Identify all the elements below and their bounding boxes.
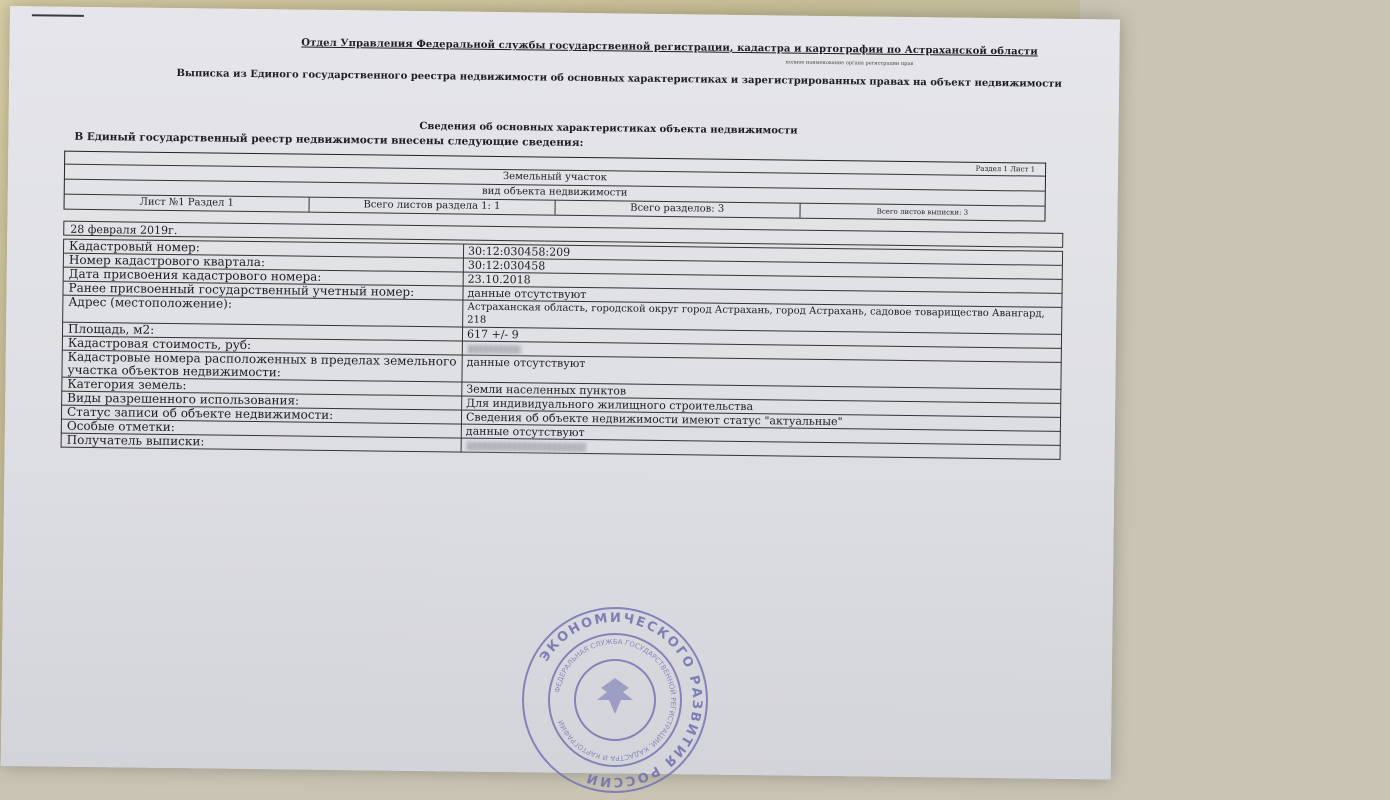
seal-eagle-emblem [597, 678, 633, 714]
row-value: данные отсутствуют [467, 286, 587, 302]
header-grid [64, 151, 1047, 222]
row-label: Номер кадастрового квартала: [64, 254, 464, 272]
lead-text: В Единый государственный реестр недвижимости внесены следующие сведения: [74, 130, 584, 150]
corner-label: Раздел 1 Лист 1 [975, 164, 1036, 174]
document-title: Выписка из Единого государственного реестра недвижимости об основных характеристиках и зарегистрированных правах на объект недвижимости [176, 68, 1062, 90]
row-value: 617 +/- 9 [466, 327, 519, 342]
row-label: Статус записи об объекте недвижимости: [62, 406, 462, 424]
seal-ring-text: ЭКОНОМИЧЕСКОГО РАЗВИТИЯ РОССИИ [537, 610, 705, 790]
row-value: данные отсутствуют [465, 424, 585, 440]
row-label: Кадастровая стоимость, руб: [63, 337, 463, 355]
sheet-number: Лист №1 Раздел 1 [65, 195, 310, 212]
row-label: Категория земель: [62, 378, 462, 396]
row-label: Адрес (местоположение): [63, 296, 463, 327]
row-label: Ранее присвоенный государственный учетный номер: [63, 282, 463, 300]
row-value: 30:12:030458:209 [467, 244, 571, 259]
office-name: Отдел Управления Федеральной службы государственной регистрации, кадастра и картографии по Астраханской области [301, 37, 1038, 58]
total-sheets-extract: Всего листов выписки: 3 [876, 207, 969, 217]
row-label: Кадастровые номера расположенных в пределах земельного участка объектов недвижимости: [62, 351, 462, 382]
total-sheets-section: Всего листов раздела 1: 1 [310, 198, 555, 215]
seal-inner-text: ФЕДЕРАЛЬНАЯ СЛУЖБА ГОСУДАРСТВЕННОЙ РЕГИСТРАЦИИ, КАДАСТРА И КАРТОГРАФИИ [553, 637, 678, 763]
row-label: Дата присвоения кадастрового номера: [64, 268, 464, 286]
row-label: Площадь, м2: [63, 323, 463, 341]
row-value: 30:12:030458 [467, 258, 546, 273]
official-seal-stamp [515, 600, 715, 800]
row-value: Астраханская область, городской округ город Астрахань, город Астрахань, садовое товарищество Авангард, 218 [467, 301, 1045, 326]
row-value: Для индивидуального жилищного строительства [466, 396, 754, 414]
row-value: Земли населенных пунктов [466, 382, 627, 398]
characteristics-table [61, 239, 1063, 460]
row-label: Особые отметки: [62, 420, 462, 438]
total-sections: Всего разделов: 3 [555, 201, 800, 218]
extract-date: 28 февраля 2019г. [63, 221, 1063, 248]
row-label: Кадастровый номер: [64, 240, 464, 258]
row-value: Сведения об объекте недвижимости имеют статус "актуальные" [465, 410, 843, 429]
row-value: данные отсутствуют [466, 355, 586, 371]
redaction-blur [466, 441, 586, 451]
corner-mark [32, 14, 84, 17]
row-label: Виды разрешенного использования: [62, 392, 462, 410]
row-value: 23.10.2018 [467, 272, 531, 287]
section-title: Сведения об основных характеристиках объекта недвижимости [419, 121, 798, 137]
office-caption: полное наименование органа регистрации прав [785, 59, 914, 68]
redaction-blur [467, 344, 521, 354]
object-type: Земельный участок [502, 171, 607, 184]
row-label: Получатель выписки: [62, 434, 462, 452]
object-kind-caption: вид объекта недвижимости [482, 185, 628, 199]
